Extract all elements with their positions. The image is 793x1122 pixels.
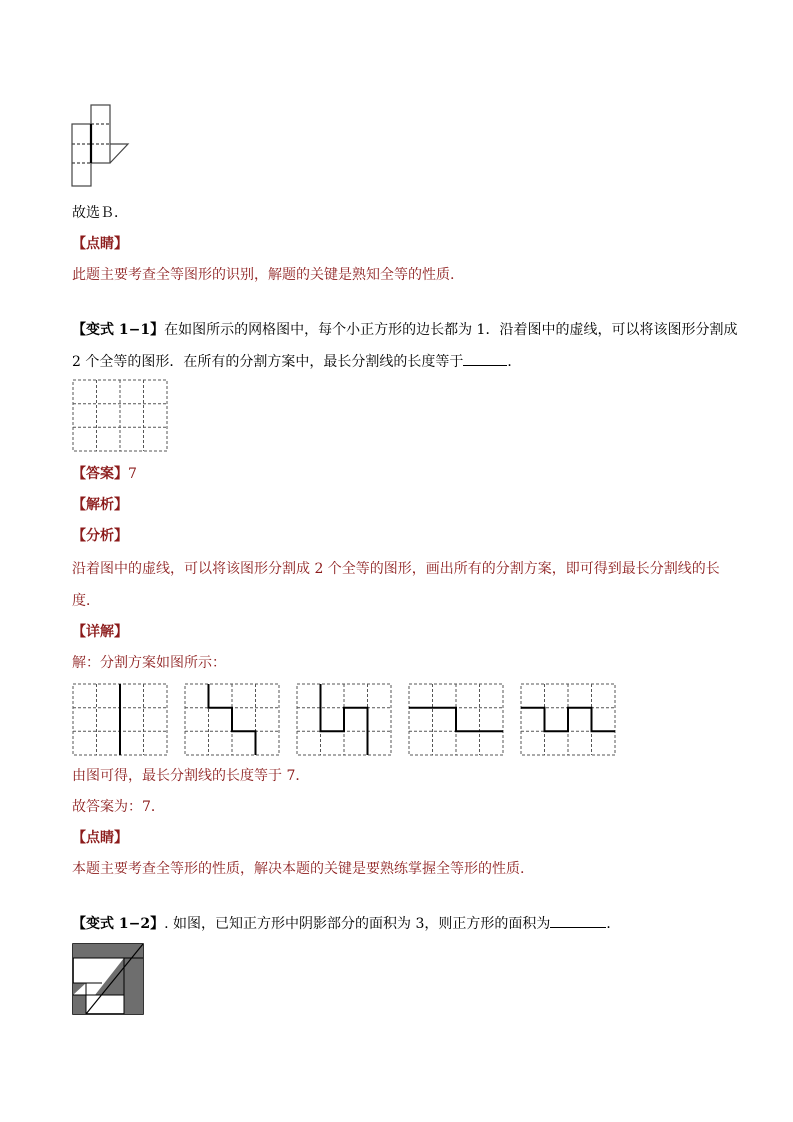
answer-blank [463, 351, 507, 366]
answer-choice: 故选Ｂ． [72, 205, 128, 221]
variant1-answer [72, 464, 137, 484]
remark2-body: 本题主要考查全等形的性质，解决本题的关键是要熟练掌握全等形的性质. [72, 861, 525, 877]
analysis-tag: 【解析】 [72, 497, 128, 513]
result-line2: 故答案为：7． [72, 799, 165, 815]
answer-tag: 【答案】 [72, 466, 128, 482]
solution-grid-5 [520, 683, 616, 756]
remark-body: 此题主要考查全等图形的识别，解题的关键是熟知全等的性质. [72, 267, 455, 283]
solution-grid-2 [184, 683, 280, 756]
variant2-end: ． [606, 916, 621, 932]
variant2-text: . 如图，已知正方形中阴影部分的面积为 3，则正方形的面积为 [164, 916, 551, 932]
answer-value: 7 [128, 466, 137, 482]
fenxi-tag: 【分析】 [72, 528, 128, 544]
variant1-tag: 【变式 1−1】 [72, 322, 165, 338]
solution-grid-1 [72, 683, 168, 756]
variant1-text2: 2 个全等的图形．在所有的分割方案中，最长分割线的长度等于 [72, 354, 464, 370]
fenxi-line1: 沿着图中的虚线，可以将该图形分割成 2 个全等的图形，画出所有的分割方案，即可得到最长分割线的长 [72, 561, 720, 577]
variant1-text2-end: ． [507, 354, 522, 370]
variant1-line2 [72, 351, 521, 372]
variant2-blank [550, 913, 606, 928]
folded-strip-figure [70, 103, 132, 188]
variant1-line1 [72, 320, 737, 340]
detail-tag: 【详解】 [72, 624, 128, 640]
result-line1: 由图可得，最长分割线的长度等于 7． [72, 768, 310, 784]
grid-figure [72, 379, 168, 452]
variant2-tag: 【变式 1−2】 [72, 916, 165, 932]
fenxi-line2: 度． [72, 593, 100, 609]
detail-line: 解：分割方案如图所示： [72, 655, 226, 671]
shaded-square-figure [72, 943, 144, 1015]
solution-grid-4 [408, 683, 504, 756]
solution-grid-3 [296, 683, 392, 756]
remark2-tag: 【点睛】 [72, 830, 128, 846]
variant1-text1: 在如图所示的网格图中，每个小正方形的边长都为 1．沿着图中的虚线，可以将该图形分割成 [164, 322, 738, 338]
remark-title: 【点睛】 [72, 236, 128, 252]
variant2-line [72, 913, 620, 934]
